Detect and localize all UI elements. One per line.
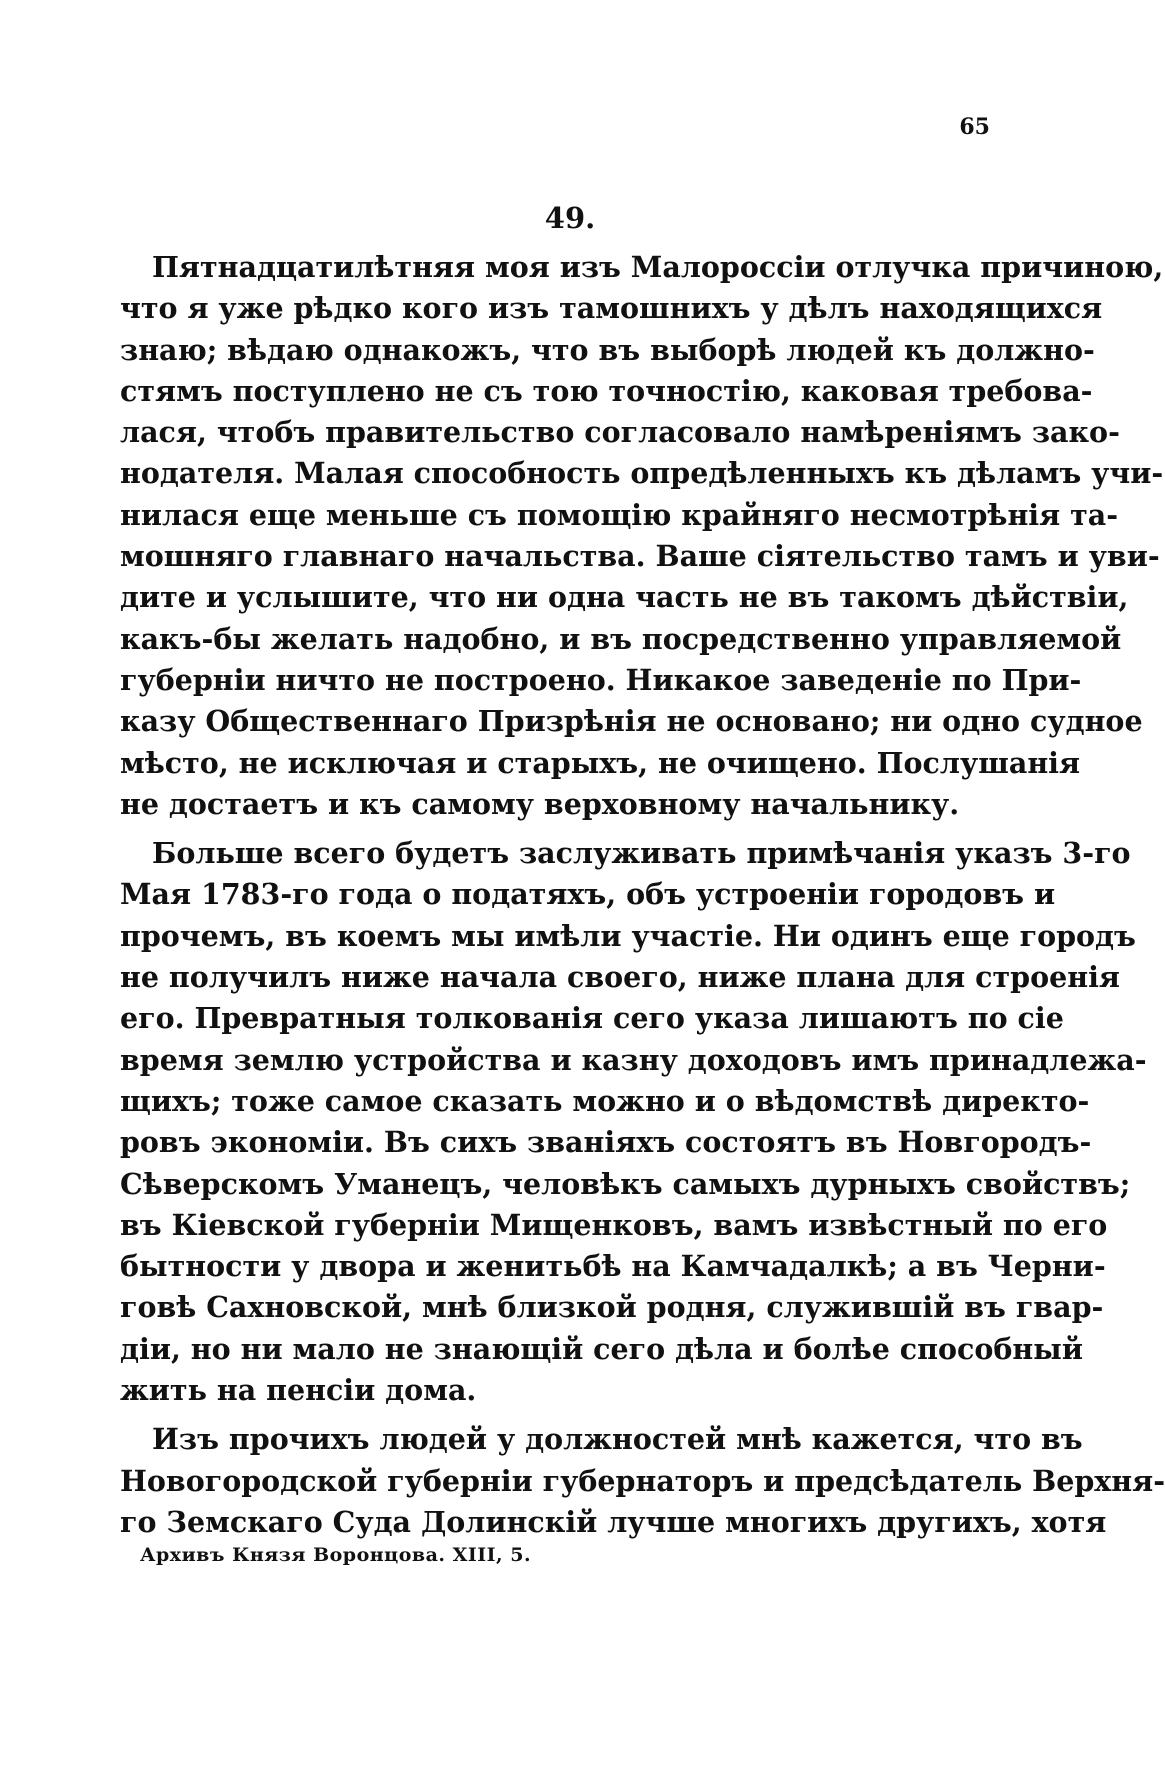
paragraph-gap <box>120 1411 986 1419</box>
text-line: ровъ экономіи. Въ сихъ званіяхъ состоятъ въ Новгородъ- <box>120 1125 1092 1160</box>
body-text <box>120 247 1165 1543</box>
text-line: говѣ Сахновской, мнѣ близкой родня, служившій въ гвар- <box>120 1290 1104 1325</box>
text-line: мѣсто, не исключая и старыхъ, не очищено. Послушанія <box>120 745 1081 780</box>
text-line: жить на пенсіи дома. <box>120 1373 477 1408</box>
paragraph-gap <box>120 825 986 833</box>
text-line: мошняго главнаго начальства. Ваше сіятельство тамъ и уви- <box>120 539 1160 574</box>
text-line: не получилъ ниже начала своего, ниже плана для строенія <box>120 960 1120 995</box>
text-line: Больше всего будетъ заслуживать примѣчанія указъ 3-го <box>152 836 1131 871</box>
text-line: лася, чтобъ правительство согласовало намѣреніямъ зако- <box>120 415 1120 450</box>
text-line: время землю устройства и казну доходовъ имъ принадлежа- <box>120 1042 1147 1077</box>
text-line: казу Общественнаго Призрѣнія не основано; ни одно судное <box>120 704 1143 739</box>
text-line: знаю; вѣдаю однакожъ, что въ выборѣ людей къ должно- <box>120 332 1095 367</box>
footnote: Архивъ Князя Воронцова. XIII, 5. <box>140 1544 532 1566</box>
text-line: щихъ; тоже самое сказать можно и о вѣдомствѣ директо- <box>120 1083 1090 1118</box>
text-line: въ Кіевской губерніи Мищенковъ, вамъ извѣстный по его <box>120 1207 1108 1242</box>
paragraph-2 <box>120 833 1147 1411</box>
text-line: какъ-бы желать надобно, и въ посредственно управляемой <box>120 621 1122 656</box>
paragraph-3 <box>120 1419 1165 1543</box>
section-number: 49. <box>544 201 596 235</box>
text-line: не достаетъ и къ самому верховному начальнику. <box>120 786 960 821</box>
paragraph-1 <box>120 247 1164 825</box>
text-line: бытности у двора и женитьбѣ на Камчадалкѣ; а въ Черни- <box>120 1249 1106 1284</box>
text-line: Новогородской губерніи губернаторъ и предсѣдатель Верхня- <box>120 1463 1165 1498</box>
text-line: дите и услышите, что ни одна часть не въ такомъ дѣйствіи, <box>120 580 1129 615</box>
text-line: его. Превратныя толкованія сего указа лишаютъ по сіе <box>120 1001 1064 1036</box>
text-line: діи, но ни мало не знающій сего дѣла и болѣе способный <box>120 1331 1083 1366</box>
text-line: Изъ прочихъ людей у должностей мнѣ кажется, что въ <box>152 1422 1083 1457</box>
text-line: стямъ поступлено не съ тою точностію, каковая требова- <box>120 373 1093 408</box>
text-line: Сѣверскомъ Уманецъ, человѣкъ самыхъ дурныхъ свойствъ; <box>120 1166 1131 1201</box>
text-line: Мая 1783-го года о податяхъ, объ устроеніи городовъ и <box>120 877 1056 912</box>
text-line: что я уже рѣдко кого изъ тамошнихъ у дѣлъ находящихся <box>120 291 1103 326</box>
text-line: го Земскаго Суда Долинскій лучше многихъ другихъ, хотя <box>120 1504 1107 1539</box>
page-number: 65 <box>959 114 990 140</box>
text-line: нилася еще меньше съ помощію крайняго несмотрѣнія та- <box>120 497 1119 532</box>
text-line: губерніи ничто не построено. Никакое заведеніе по При- <box>120 662 1082 697</box>
text-line: прочемъ, въ коемъ мы имѣли участіе. Ни одинъ еще городъ <box>120 918 1136 953</box>
text-line: Пятнадцатилѣтняя моя изъ Малороссіи отлучка причиною, <box>152 250 1164 284</box>
text-line: нодателя. Малая способность опредѣленныхъ къ дѣламъ учи- <box>120 456 1164 491</box>
